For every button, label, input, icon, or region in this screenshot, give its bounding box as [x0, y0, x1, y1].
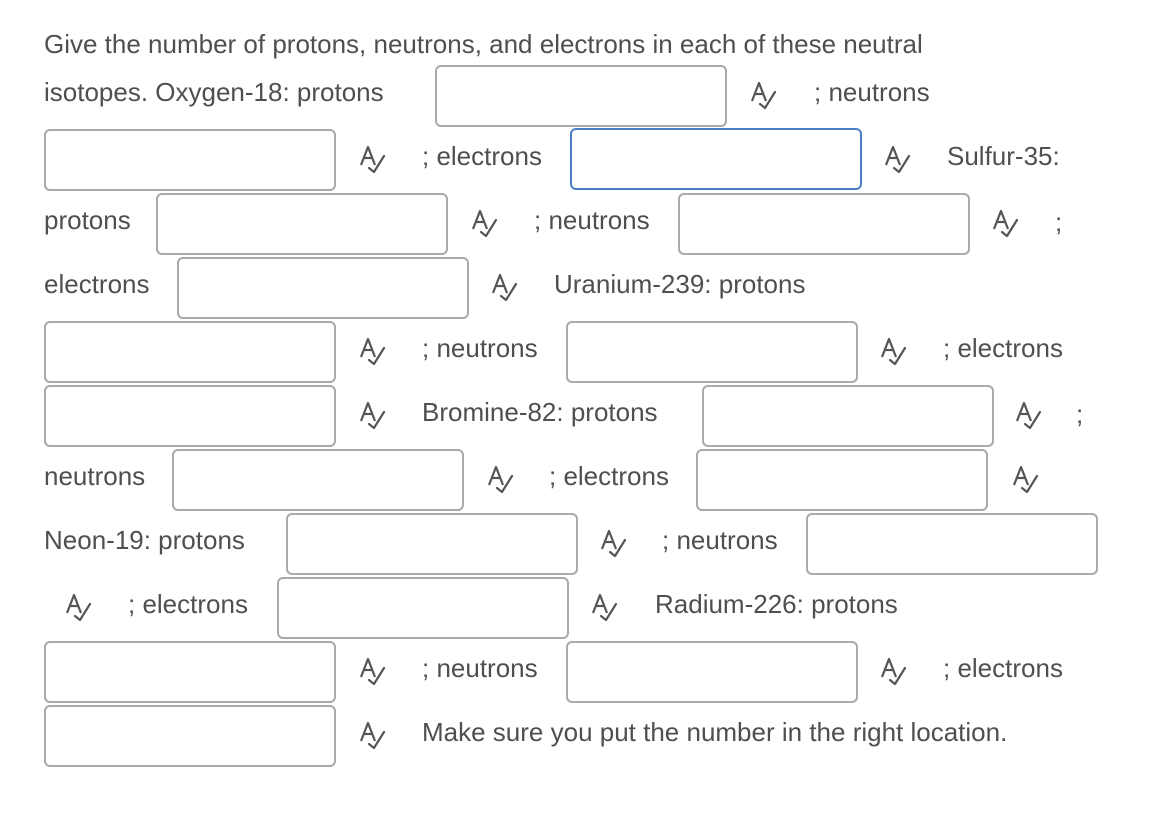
neutrons-label: ; neutrons — [662, 525, 778, 555]
neutrons-label: ; neutrons — [422, 333, 538, 363]
bromine82-electrons-input[interactable] — [696, 449, 988, 511]
spellcheck-icon[interactable] — [1013, 399, 1043, 431]
bromine82-label: Bromine-82: protons — [422, 397, 658, 427]
neon19-label: Neon-19: protons — [44, 525, 245, 555]
electrons-label: ; electrons — [943, 653, 1063, 683]
oxygen18-electrons-input[interactable] — [570, 128, 862, 190]
spellcheck-icon[interactable] — [882, 143, 912, 175]
neutrons-label: neutrons — [44, 461, 146, 491]
electrons-label: ; electrons — [422, 141, 542, 171]
radium226-label: Radium-226: protons — [655, 589, 898, 619]
sulfur35-neutrons-input[interactable] — [678, 193, 970, 255]
spellcheck-icon[interactable] — [489, 271, 519, 303]
bromine82-neutrons-input[interactable] — [172, 449, 464, 511]
neutrons-label: ; neutrons — [534, 205, 650, 235]
neon19-neutrons-input[interactable] — [806, 513, 1098, 575]
spellcheck-icon[interactable] — [485, 463, 515, 495]
electrons-label: ; electrons — [549, 461, 669, 491]
spellcheck-icon[interactable] — [589, 591, 619, 623]
semicolon-text: ; — [1055, 207, 1063, 237]
spellcheck-icon[interactable] — [878, 335, 908, 367]
radium226-electrons-input[interactable] — [44, 705, 336, 767]
radium226-neutrons-input[interactable] — [566, 641, 858, 703]
question-text-line1: Give the number of protons, neutrons, and electrons in each of these neutral — [44, 29, 923, 59]
electrons-label: ; electrons — [943, 333, 1063, 363]
uranium239-protons-input[interactable] — [44, 321, 336, 383]
uranium239-neutrons-input[interactable] — [566, 321, 858, 383]
neutrons-label: ; neutrons — [814, 77, 930, 107]
spellcheck-icon[interactable] — [63, 591, 93, 623]
spellcheck-icon[interactable] — [748, 79, 778, 111]
oxygen18-neutrons-input[interactable] — [44, 129, 336, 191]
spellcheck-icon[interactable] — [878, 655, 908, 687]
neon19-electrons-input[interactable] — [277, 577, 569, 639]
neon19-protons-input[interactable] — [286, 513, 578, 575]
sulfur35-protons-input[interactable] — [156, 193, 448, 255]
sulfur35-electrons-input[interactable] — [177, 257, 469, 319]
radium226-protons-input[interactable] — [44, 641, 336, 703]
closing-instruction: Make sure you put the number in the right location. — [422, 717, 1008, 747]
spellcheck-icon[interactable] — [357, 655, 387, 687]
spellcheck-icon[interactable] — [598, 527, 628, 559]
semicolon-text: ; — [1076, 399, 1084, 429]
electrons-label: electrons — [44, 269, 150, 299]
protons-label: protons — [44, 205, 131, 235]
spellcheck-icon[interactable] — [357, 143, 387, 175]
uranium239-label: Uranium-239: protons — [554, 269, 806, 299]
spellcheck-icon[interactable] — [1010, 463, 1040, 495]
neutrons-label: ; neutrons — [422, 653, 538, 683]
bromine82-protons-input[interactable] — [702, 385, 994, 447]
sulfur35-label: Sulfur-35: — [947, 141, 1060, 171]
spellcheck-icon[interactable] — [469, 207, 499, 239]
spellcheck-icon[interactable] — [357, 335, 387, 367]
spellcheck-icon[interactable] — [990, 207, 1020, 239]
spellcheck-icon[interactable] — [357, 399, 387, 431]
electrons-label: ; electrons — [128, 589, 248, 619]
oxygen18-protons-input[interactable] — [435, 65, 727, 127]
spellcheck-icon[interactable] — [357, 719, 387, 751]
uranium239-electrons-input[interactable] — [44, 385, 336, 447]
question-text-line2: isotopes. Oxygen-18: protons — [44, 77, 384, 107]
